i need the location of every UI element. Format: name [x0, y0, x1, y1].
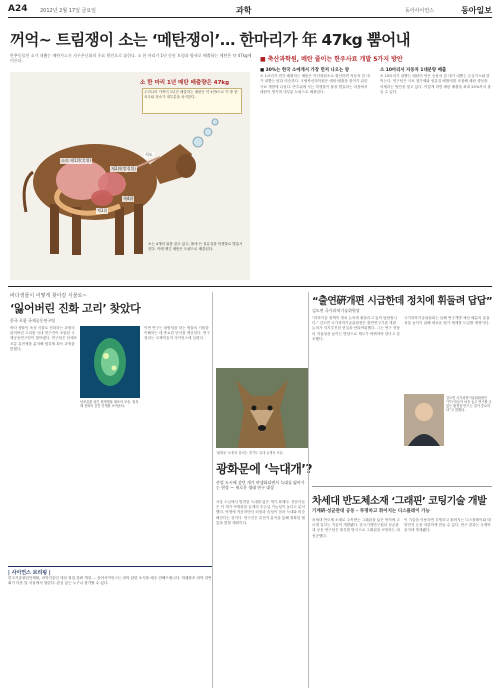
label-abomasum: 제4위: [123, 196, 134, 201]
page-number: A24: [8, 4, 28, 14]
interview-headline[interactable]: “출연硏개편 시급한데 정치에 휘둘려 답답”: [312, 296, 493, 307]
graphene-text-col-2: 이 기술을 이용하면 투명하고 휘어지는 디스플레이와 태양전지 등을 저렴하게 만들 수 있다. 연구 결과는 국제학술지에 게재됐다.: [404, 518, 491, 533]
briefing-text: 한국기술창업인재원, 과학기술인 대상 창업 강좌 개설 … 동아사이언스는 과학 관련 소식을 매주 전해드립니다. 미래창조 과학 강연회가 다음 달 서울에서 열린다. 관심 있는 누구나 참가할 수 있다.: [8, 576, 212, 585]
interview-byline: 김도연 국가과학기술위원장: [312, 308, 360, 313]
issue-date: 2012년 2월 17일 금요일: [40, 8, 97, 14]
section-title: 과학: [236, 6, 252, 15]
graphene-text-col-1: 차세대 반도체 소재로 주목받는 그래핀을 넓은 면적에 고르게 입히는 기술이 개발됐다. 한국기계연구원과 성균관대 공동 연구팀은 롤투롤 방식으로 그래핀을 코팅하는 데 성공했다.: [312, 518, 400, 538]
microorganism-photo: [80, 326, 140, 398]
graphene-headline[interactable]: 차세대 반도체소재 ‘그래핀’ 코팅기술 개발: [312, 496, 487, 507]
label-reticulum: 제2위(벌집위): [111, 166, 136, 171]
wolf-dog-photo: [216, 368, 308, 448]
section-divider: [8, 286, 492, 287]
evolution-headline[interactable]: ‘잃어버린 진화 고리’ 찾았다: [10, 302, 141, 315]
graphene-subhead: 기계硏·성균관대 공동 – 투명하고 휘어지는 디스플레이 가능: [312, 509, 430, 514]
top-story-column-1: [260, 66, 372, 276]
infographic-title: 소 한 마리 1년 메탄 배출량은 47kg: [140, 80, 230, 86]
column-header: ■ 30%는 한국 소에게서 가장 먼저 나오는 양: [260, 68, 349, 73]
evolution-text-col-1: 바다 생물이 육상 식물로 진화하는 과정의 잃어버린 고리를 국내 연구진이 포함된 국제공동연구팀이 찾아냈다. 연구팀은 단세포 조류 유전체를 분석해 엽록체 획득 과정을 밝혔다.: [10, 326, 78, 351]
evolution-byline: 한국 포함 국제공동연구팀: [10, 318, 56, 323]
interview-text-col-1: “과학기술 정책이 정치 논리에 휘둘리고 있어 답답합니다.” 김도연 국가과학기술위원장은 출연연구기관 개편 논의가 지지부진한 현실을 안타까워했다. 그는 연구 현장의 자율성을 높이는 방향으로 제도가 바뀌어야 한다고 강조했다.: [312, 316, 400, 341]
infographic-note: 우리나라 가축이 1년간 배출하는 메탄은 약 4만t으로 이 중 한·육우와 젖소가 대부분을 차지한다.: [142, 88, 242, 114]
wolf-subhead: 산업 도시에 살던 개가 야생화되면서 늑대를 닮아가는 현상 — 새로운 생태 연구 대상: [216, 480, 305, 491]
wolf-headline[interactable]: 광화문에 ‘늑대개’?: [216, 462, 312, 476]
wolf-photo-caption: ‘광화문 늑대’라 불리는 경기도 일대 들개의 모습.: [216, 451, 284, 455]
brand-logo: 동아사이언스: [405, 8, 434, 14]
interviewee-portrait: [404, 394, 444, 446]
interview-text-col-2: 국가과학기술위원회는 올해 연구개발 예산 배분의 효율성을 높이기 위해 새로운 평가 체계를 도입할 예정이다.: [404, 316, 490, 326]
page-header: [8, 4, 492, 18]
infographic-caption: 소는 4개의 위를 갖고 있고, 풀에 든 섬유질을 미생물로 발효시킨다. 이때 생긴 메탄은 트림으로 배출된다.: [148, 242, 243, 251]
column-text: 소 1마리가 연간 배출하는 메탄은 이산화탄소로 환산하면 자동차 한 대가 내뿜는 양과 비슷하다. 국립축산과학원은 메탄 배출을 줄이기 위한 사료 개발에 나섰다. 반추위에 사는 미생물이 풀을 발효하는 과정에서 메탄이 생기며 대부분 트림으로 배출된다.: [260, 74, 370, 94]
label-omasum: 제3위: [97, 208, 108, 213]
column-rule: [212, 292, 213, 688]
top-story-column-2: [380, 66, 492, 276]
portrait-caption: 김도연 국가과학기술위원장은 “연구자들이 마음 놓고 연구할 수 있는 환경을 만드는 것이 중요하다”고 말했다.: [446, 396, 492, 412]
label-rumen: 소의 제1위(혹위): [61, 158, 92, 163]
wolf-body-text: 서울 도심에서 발견된 늑대를 닮은 개가 화제다. 전문가들은 이 개가 야생화된 들개의 후손일 가능성이 높다고 분석했다. 야생에 적응하면서 외형과 습성이 점차 늑대와 비슷해진다는 것이다. 연구진은 유전자 분석을 통해 정확한 혈통을 밝힐 계획이다.: [216, 500, 305, 525]
microorganism-caption: 남조류를 삼킨 원생생물 세포의 모습. 엽록체 진화의 중간 단계를 보여준다.: [80, 400, 139, 408]
newspaper-name: 동아일보: [461, 6, 492, 15]
column-text: 소 10마리가 내뿜는 메탄의 양은 승용차 한 대가 내뿜는 온실가스와 맞먹는다. 연구팀은 사료 첨가제와 섬유질 배합비를 조절해 메탄 생성을 억제하는 방안을 찾고 있다. 이렇게 하면 메탄 배출을 최대 20%까지 줄일 수 있다.: [380, 74, 491, 94]
briefing-heading: | 사이언스 브리핑 |: [8, 570, 51, 576]
column-rule: [308, 292, 309, 688]
lead-paragraph: 반추동물인 소가 내뿜는 메탄가스가 지구온난화의 주요 원인으로 꼽힌다. 소 한 마리가 1년 동안 트림과 방귀로 배출하는 메탄은 약 47kg에 이른다.: [10, 53, 252, 63]
column-header: 소 10마리서 자동차 1대분량 배출: [380, 68, 447, 73]
top-story-subhead: ■ 축산과학원, 메탄 줄이는 한우사료 개발 5가지 방안: [260, 56, 403, 63]
evolution-kicker: 바다생물이 어떻게 찾아갈 식물로~: [10, 293, 87, 299]
evolution-text-col-2: 이번 연구는 광합성을 하는 생물의 기원을 이해하는 데 중요한 단서를 제공한다. 연구 결과는 국제학술지 사이언스에 실렸다.: [144, 326, 210, 341]
story-separator: [312, 486, 492, 487]
cow-infographic: [10, 72, 250, 280]
label-esophagus: 식도: [145, 152, 153, 157]
main-headline[interactable]: 꺼억~ 트림쟁이 소는 ‘메탄쟁이’… 한마리가 年 47kg 뿜어내: [10, 31, 410, 49]
science-briefing: [8, 566, 213, 686]
